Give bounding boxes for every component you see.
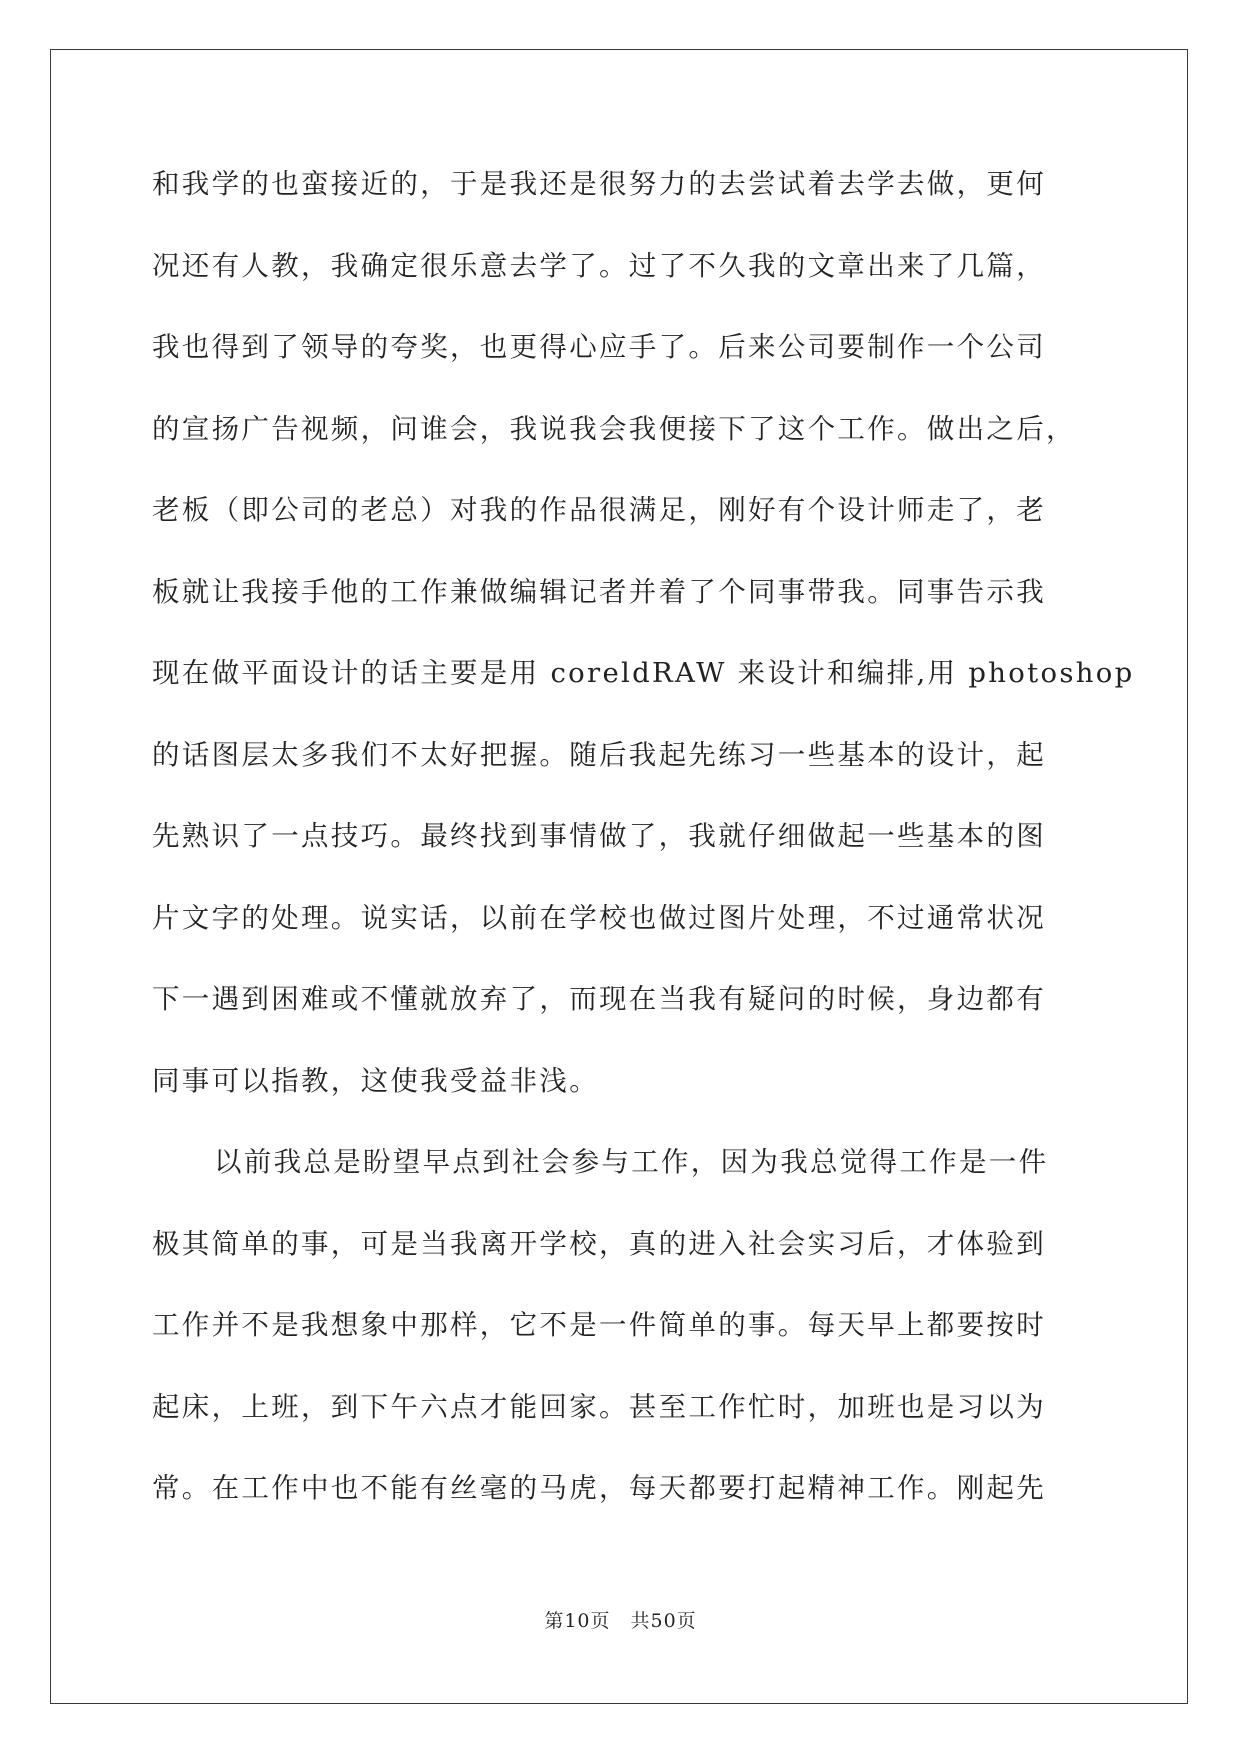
paragraph-line: 先熟识了一点技巧。最终找到事情做了，我就仔细做起一些基本的图: [152, 820, 1046, 852]
paragraph-line: 极其简单的事，可是当我离开学校，真的进入社会实习后，才体验到: [152, 1227, 1046, 1260]
paragraph-1: [152, 164, 1135, 1142]
paragraph-line: 板就让我接手他的工作兼做编辑记者并着了个同事带我。同事告示我: [152, 575, 1046, 608]
paragraph-line: 片文字的处理。说实话，以前在学校也做过图片处理，不过通常状况: [152, 901, 1046, 934]
document-body: [152, 164, 1135, 1550]
paragraph-line: 和我学的也蛮接近的，于是我还是很努力的去尝试着去学去做，更何: [152, 168, 1046, 200]
paragraph-line: 常。在工作中也不能有丝毫的马虎，每天都要打起精神工作。刚起先: [152, 1472, 1046, 1504]
paragraph-line: 以前我总是盼望早点到社会参与工作，因为我总觉得工作是一件: [214, 1146, 1049, 1178]
paragraph-line: 工作并不是我想象中那样，它不是一件简单的事。每天早上都要按时: [152, 1309, 1046, 1341]
paragraph-line: 的话图层太多我们不太好把握。随后我起先练习一些基本的设计，起: [152, 738, 1046, 771]
paragraph-line: 老板（即公司的老总）对我的作品很满足，刚好有个设计师走了，老: [152, 494, 1046, 526]
paragraph-line: 况还有人教，我确定很乐意去学了。过了不久我的文章出来了几篇，: [152, 249, 1046, 282]
paragraph-line: 的宣扬广告视频，问谁会，我说我会我便接下了这个工作。做出之后，: [152, 412, 1076, 445]
paragraph-line: 同事可以指教，这使我受益非浅。: [152, 1064, 599, 1097]
paragraph-line: 我也得到了领导的夸奖，也更得心应手了。后来公司要制作一个公司: [152, 331, 1046, 363]
paragraph-line: 起床，上班，到下午六点才能回家。甚至工作忙时，加班也是习以为: [152, 1390, 1046, 1423]
paragraph-line: 下一遇到困难或不懂就放弃了，而现在当我有疑问的时候，身边都有: [152, 983, 1046, 1015]
paragraph-2: [152, 1142, 1112, 1550]
paragraph-line: 现在做平面设计的话主要是用 coreldRAW 来设计和编排,用 photoshop: [152, 657, 1135, 689]
page-number-footer: 第10页 共50页: [544, 1610, 697, 1632]
